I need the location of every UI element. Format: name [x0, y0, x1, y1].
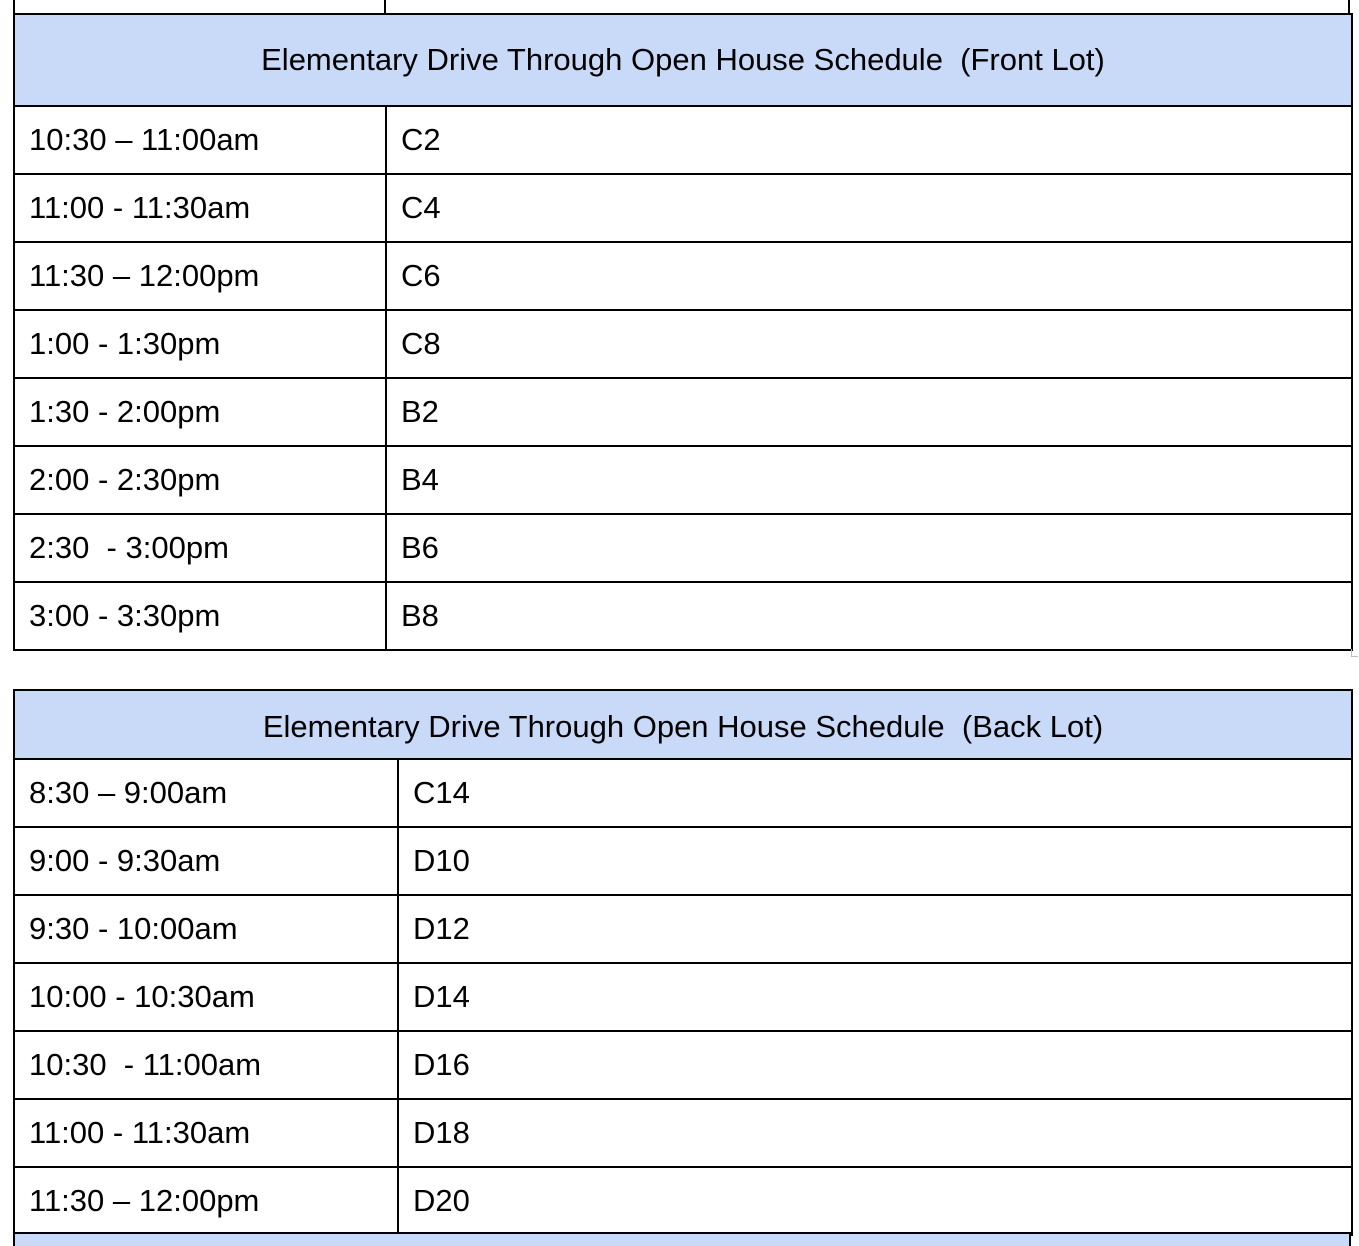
table-row [14, 895, 1352, 963]
time-slot-cell: 1:00 - 1:30pm [14, 310, 386, 378]
table-row [14, 242, 1352, 310]
group-cell: B8 [386, 582, 1352, 650]
time-slot-cell: 10:30 – 11:00am [14, 106, 386, 174]
time-slot-cell: 9:00 - 9:30am [14, 827, 398, 895]
previous-table-column-divider [384, 0, 386, 13]
table-row [14, 1031, 1352, 1099]
table-resize-handle[interactable] [1351, 649, 1358, 657]
previous-table-remnant [13, 0, 1350, 13]
time-slot-cell: 10:30 - 11:00am [14, 1031, 398, 1099]
table-row [14, 759, 1352, 827]
time-slot-cell: 2:00 - 2:30pm [14, 446, 386, 514]
time-slot-cell: 11:30 – 12:00pm [14, 242, 386, 310]
time-slot-cell: 2:30 - 3:00pm [14, 514, 386, 582]
group-cell: B2 [386, 378, 1352, 446]
back-lot-schedule-table [13, 689, 1353, 1236]
group-cell: C14 [398, 759, 1352, 827]
group-cell: D18 [398, 1099, 1352, 1167]
table-row [14, 378, 1352, 446]
group-cell: D12 [398, 895, 1352, 963]
time-slot-cell: 11:00 - 11:30am [14, 1099, 398, 1167]
group-cell: D16 [398, 1031, 1352, 1099]
front-lot-schedule-table [13, 13, 1353, 651]
group-cell: C8 [386, 310, 1352, 378]
table-row [14, 514, 1352, 582]
table-row [14, 310, 1352, 378]
group-cell: D20 [398, 1167, 1352, 1235]
time-slot-cell: 9:30 - 10:00am [14, 895, 398, 963]
table-row [14, 106, 1352, 174]
front-lot-title-row [14, 14, 1352, 106]
time-slot-cell: 11:00 - 11:30am [14, 174, 386, 242]
front-lot-table-title: Elementary Drive Through Open House Schedule (Front Lot) [14, 14, 1352, 106]
time-slot-cell: 1:30 - 2:00pm [14, 378, 386, 446]
time-slot-cell: 10:00 - 10:30am [14, 963, 398, 1031]
back-lot-title-row [14, 690, 1352, 759]
time-slot-cell: 3:00 - 3:30pm [14, 582, 386, 650]
time-slot-cell: 11:30 – 12:00pm [14, 1167, 398, 1235]
back-lot-table-title: Elementary Drive Through Open House Schedule (Back Lot) [14, 690, 1352, 759]
group-cell: C2 [386, 106, 1352, 174]
group-cell: B6 [386, 514, 1352, 582]
next-table-header-remnant [13, 1232, 1351, 1246]
table-row [14, 963, 1352, 1031]
table-row [14, 827, 1352, 895]
group-cell: B4 [386, 446, 1352, 514]
group-cell: C6 [386, 242, 1352, 310]
table-row [14, 582, 1352, 650]
group-cell: D10 [398, 827, 1352, 895]
table-row [14, 174, 1352, 242]
table-row [14, 1167, 1352, 1235]
table-row [14, 1099, 1352, 1167]
group-cell: C4 [386, 174, 1352, 242]
table-row [14, 446, 1352, 514]
time-slot-cell: 8:30 – 9:00am [14, 759, 398, 827]
group-cell: D14 [398, 963, 1352, 1031]
